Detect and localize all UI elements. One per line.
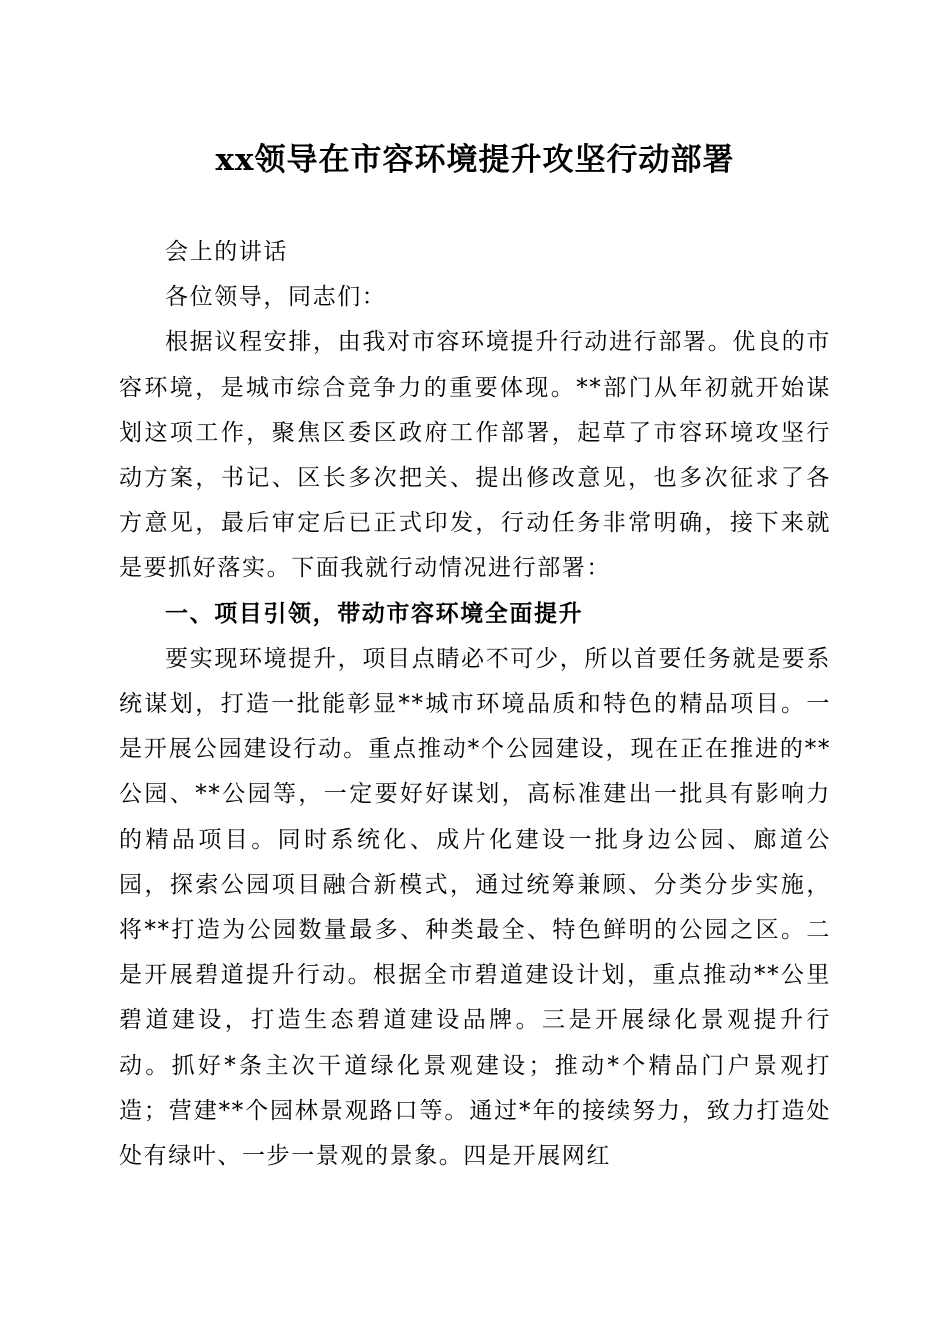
document-title: xx领导在市容环境提升攻坚行动部署 bbox=[215, 142, 735, 178]
intro-paragraph: 根据议程安排，由我对市容环境提升行动进行部署。优良的市容环境，是城市综合竞争力的重要体现。**部门从年初就开始谋划这项工作，聚焦区委区政府工作部署，起草了市容环境攻坚行动方案，书记、区长多次把关、提出修改意见，也多次征求了各方意见，最后审定后已正式印发，行动任务非常明确，接下来就是要抓好落实。下面我就行动情况进行部署： bbox=[119, 329, 831, 582]
salutation-paragraph: 各位领导，同志们： bbox=[165, 284, 387, 311]
section-heading: 一、项目引领，带动市容环境全面提升 bbox=[165, 600, 584, 627]
subtitle-paragraph: 会上的讲话 bbox=[165, 239, 288, 265]
section-paragraph: 要实现环境提升，项目点睛必不可少，所以首要任务就是要系统谋划，打造一批能彰显**城市环境品质和特色的精品项目。一是开展公园建设行动。重点推动*个公园建设，现在正在推进的**公园、**公园等，一定要好好谋划，高标准建出一批具有影响力的精品项目。同时系统化、成片化建设一批身边公园、廊道公园，探索公园项目融合新模式，通过统筹兼顾、分类分步实施，将**打造为公园数量最多、种类最全、特色鲜明的公园之区。二是开展碧道提升行动。根据全市碧道建设计划，重点推动**公里碧道建设，打造生态碧道建设品牌。三是开展绿化景观提升行动。抓好*条主次干道绿化景观建设；推动*个精品门户景观打造；营建**个园林景观路口等。通过*年的接续努力，致力打造处处有绿叶、一步一景观的景象。四是开展网红 bbox=[119, 645, 831, 1170]
document-body bbox=[119, 230, 831, 1179]
